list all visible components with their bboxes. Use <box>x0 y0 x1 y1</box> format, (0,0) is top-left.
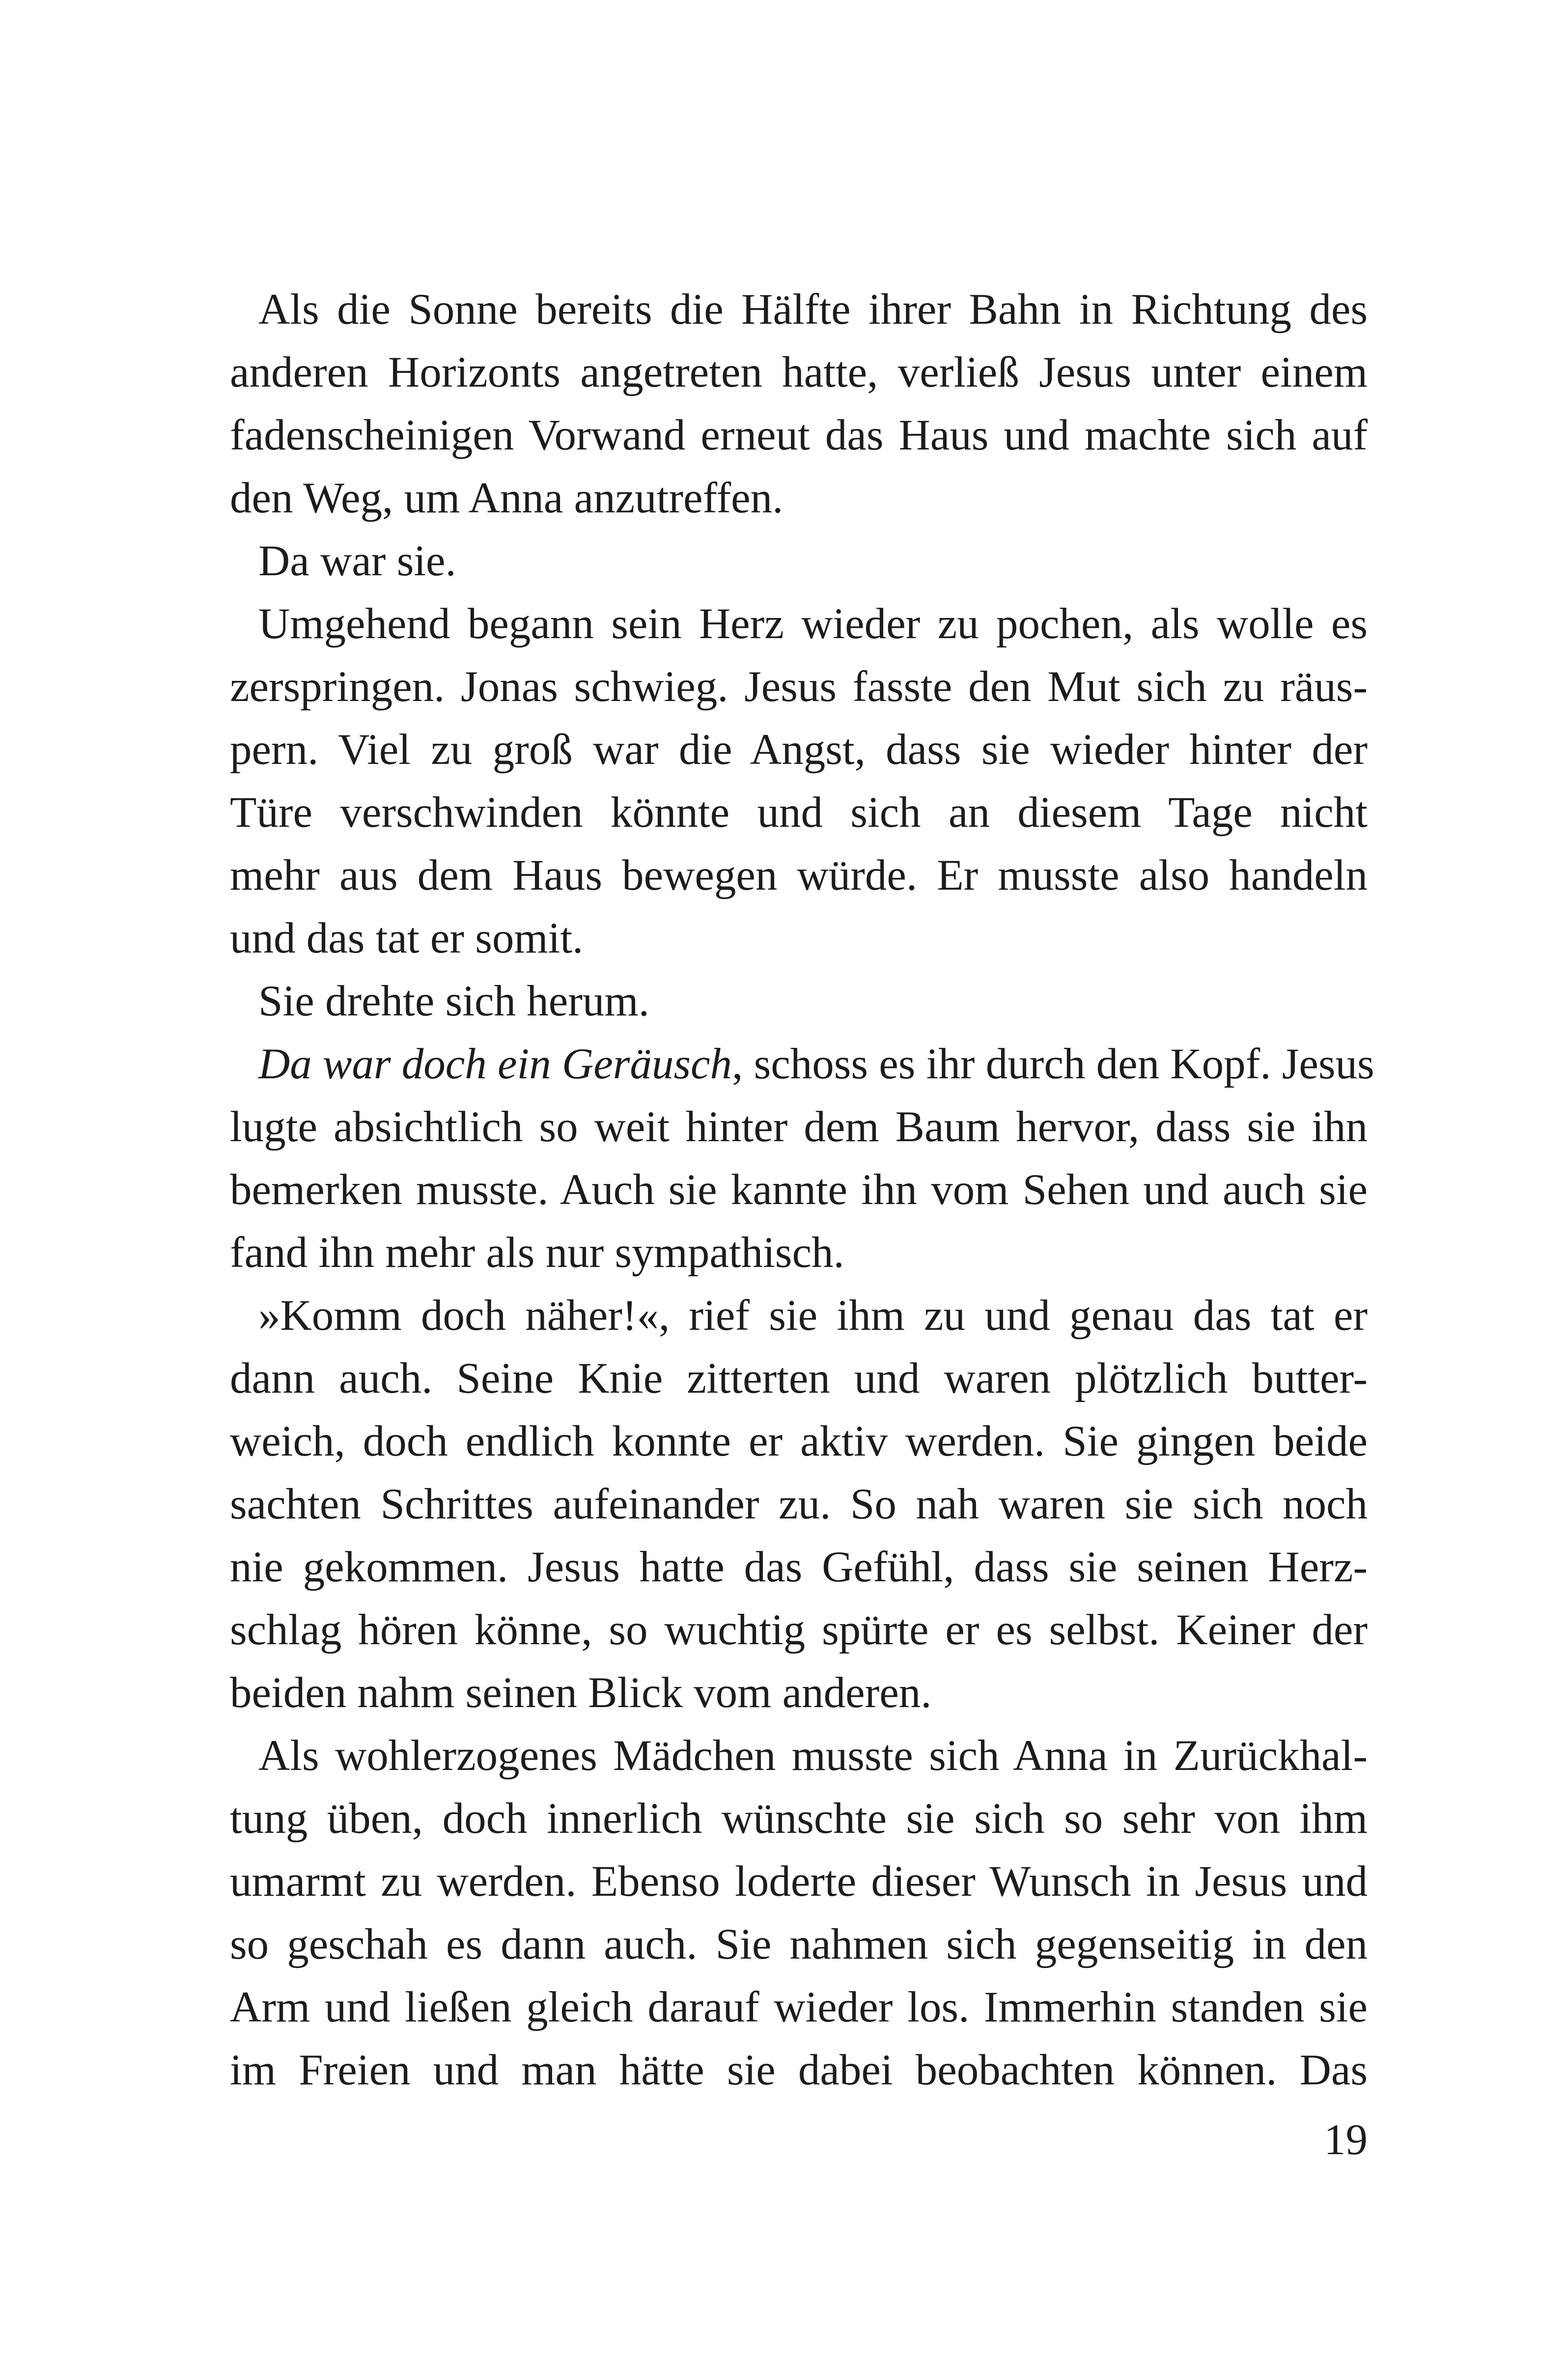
text-line: mehr aus dem Haus bewegen würde. Er musste also handeln <box>230 851 1368 899</box>
text-line: beiden nahm seinen Blick vom anderen. <box>230 1669 932 1717</box>
text-line: Als die Sonne bereits die Hälfte ihrer Bahn in Richtung des <box>258 285 1368 334</box>
italic-thought: Da war doch ein Geräusch <box>258 1040 732 1088</box>
text-line: Als wohlerzogenes Mädchen musste sich Anna in Zurückhal- <box>258 1732 1368 1780</box>
text-line: Sie drehte sich herum. <box>258 977 649 1025</box>
text-line: den Weg, um Anna anzutreffen. <box>230 474 784 522</box>
text-line: Da war sie. <box>258 537 456 585</box>
text-line: Arm und ließen gleich darauf wieder los. Immerhin standen sie <box>230 1983 1368 2031</box>
text-line: lugte absichtlich so weit hinter dem Baum hervor, dass sie ihn <box>230 1103 1368 1151</box>
text-line: so geschah es dann auch. Sie nahmen sich gegenseitig in den <box>230 1920 1368 1968</box>
text-line: fand ihn mehr als nur sympathisch. <box>230 1229 844 1277</box>
text-line: nie gekommen. Jesus hatte das Gefühl, dass sie seinen Herz- <box>230 1543 1368 1591</box>
text-line: schlag hören könne, so wuchtig spürte er es selbst. Keiner der <box>230 1606 1368 1654</box>
text-line: weich, doch endlich konnte er aktiv werden. Sie gingen beide <box>230 1417 1368 1465</box>
text-line: »Komm doch näher!«, rief sie ihm zu und genau das tat er <box>258 1291 1368 1340</box>
text-line: Türe verschwinden könnte und sich an diesem Tage nicht <box>230 788 1368 837</box>
text-line: tung üben, doch innerlich wünschte sie sich so sehr von ihm <box>230 1795 1368 1843</box>
text-span: , schoss es ihr durch den Kopf. Jesus <box>732 1040 1374 1088</box>
text-line: pern. Viel zu groß war die Angst, dass sie wieder hinter der <box>230 726 1368 774</box>
text-line: umarmt zu werden. Ebenso loderte dieser Wunsch in Jesus und <box>230 1857 1368 1906</box>
body-text <box>230 278 1374 2102</box>
text-line: bemerken musste. Auch sie kannte ihn vom Sehen und auch sie <box>230 1166 1368 1214</box>
page-number: 19 <box>1324 2116 1368 2164</box>
text-line: dann auch. Seine Knie zitterten und waren plötzlich butter- <box>230 1354 1368 1403</box>
text-line: zerspringen. Jonas schwieg. Jesus fasste den Mut sich zu räus- <box>230 663 1368 711</box>
text-line: und das tat er somit. <box>230 914 584 962</box>
text-line: im Freien und man hätte sie dabei beobachten können. Das <box>230 2046 1368 2094</box>
text-line: sachten Schrittes aufeinander zu. So nah waren sie sich noch <box>230 1480 1368 1528</box>
text-line: Umgehend begann sein Herz wieder zu pochen, als wolle es <box>258 600 1368 648</box>
text-line <box>230 1033 1374 1095</box>
text-line: fadenscheinigen Vorwand erneut das Haus und machte sich auf <box>230 411 1368 459</box>
text-line: anderen Horizonts angetreten hatte, verließ Jesus unter einem <box>230 348 1368 396</box>
